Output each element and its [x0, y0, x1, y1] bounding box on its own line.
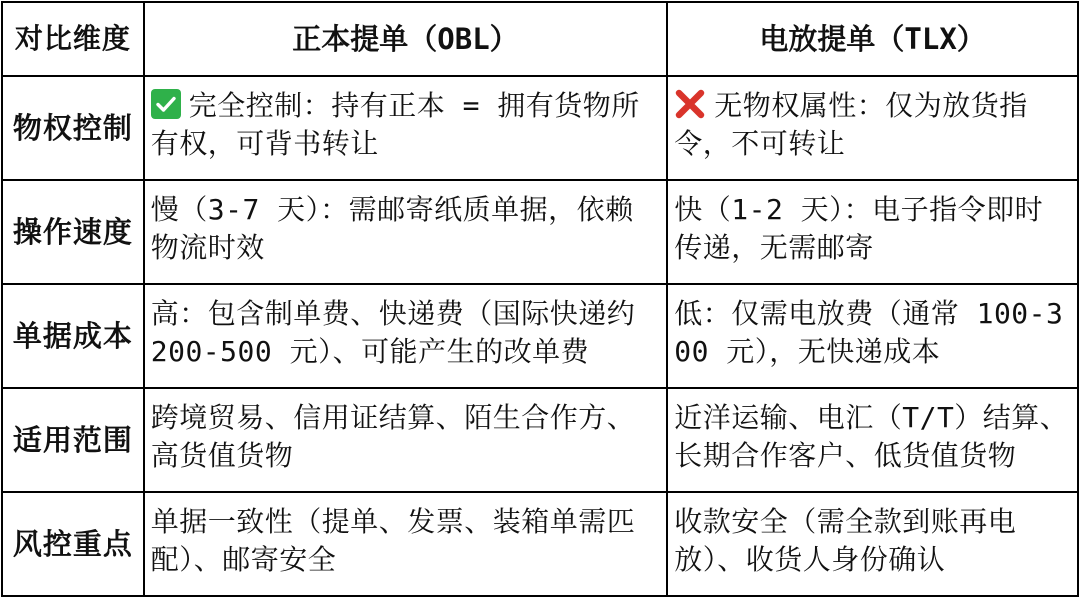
- header-tlx: 电放提单（TLX）: [667, 2, 1078, 76]
- obl-text: 完全控制：持有正本 = 拥有货物所有权，可背书转让: [150, 89, 640, 160]
- table-row-cost: [2, 284, 1078, 388]
- row-dimension-label: 风控重点: [2, 492, 144, 596]
- obl-cell: [144, 284, 668, 388]
- row-dimension-label: 适用范围: [2, 388, 144, 492]
- header-obl: 正本提单（OBL）: [144, 2, 668, 76]
- tlx-cell: [667, 76, 1078, 180]
- obl-text: 高：包含制单费、快递费（国际快递约 200-500 元）、可能产生的改单费: [150, 297, 636, 368]
- obl-cell: [144, 492, 668, 596]
- comparison-table: [1, 1, 1079, 597]
- table-row-ownership: [2, 76, 1078, 180]
- tlx-cell: [667, 388, 1078, 492]
- obl-text: 单据一致性（提单、发票、装箱单需匹配）、邮寄安全: [150, 505, 636, 576]
- table-row-speed: [2, 180, 1078, 284]
- cross-mark-icon: [674, 88, 706, 120]
- table-row-scope: [2, 388, 1078, 492]
- tlx-cell: [667, 492, 1078, 596]
- row-dimension-label: 单据成本: [2, 284, 144, 388]
- tlx-text: 收款安全（需全款到账再电放）、收货人身份确认: [674, 505, 1017, 576]
- obl-cell: [144, 180, 668, 284]
- tlx-cell: [667, 284, 1078, 388]
- obl-text: 跨境贸易、信用证结算、陌生合作方、高货值货物: [150, 401, 636, 472]
- tlx-text: 快（1-2 天）：电子指令即时传递，无需邮寄: [674, 193, 1044, 264]
- table-row-risk: [2, 492, 1078, 596]
- tlx-text: 近洋运输、电汇（T/T）结算、长期合作客户、低货值货物: [674, 401, 1069, 472]
- obl-text: 慢（3-7 天）：需邮寄纸质单据，依赖物流时效: [150, 193, 634, 264]
- tlx-text: 无物权属性：仅为放货指令，不可转让: [674, 89, 1028, 160]
- row-dimension-label: 操作速度: [2, 180, 144, 284]
- obl-cell: [144, 388, 668, 492]
- tlx-cell: [667, 180, 1078, 284]
- row-dimension-label: 物权控制: [2, 76, 144, 180]
- tlx-text: 低：仅需电放费（通常 100-300 元），无快递成本: [674, 297, 1064, 368]
- table-header-row: [2, 2, 1078, 76]
- obl-cell: [144, 76, 668, 180]
- header-dimension: 对比维度: [2, 2, 144, 76]
- check-mark-icon: [151, 89, 181, 119]
